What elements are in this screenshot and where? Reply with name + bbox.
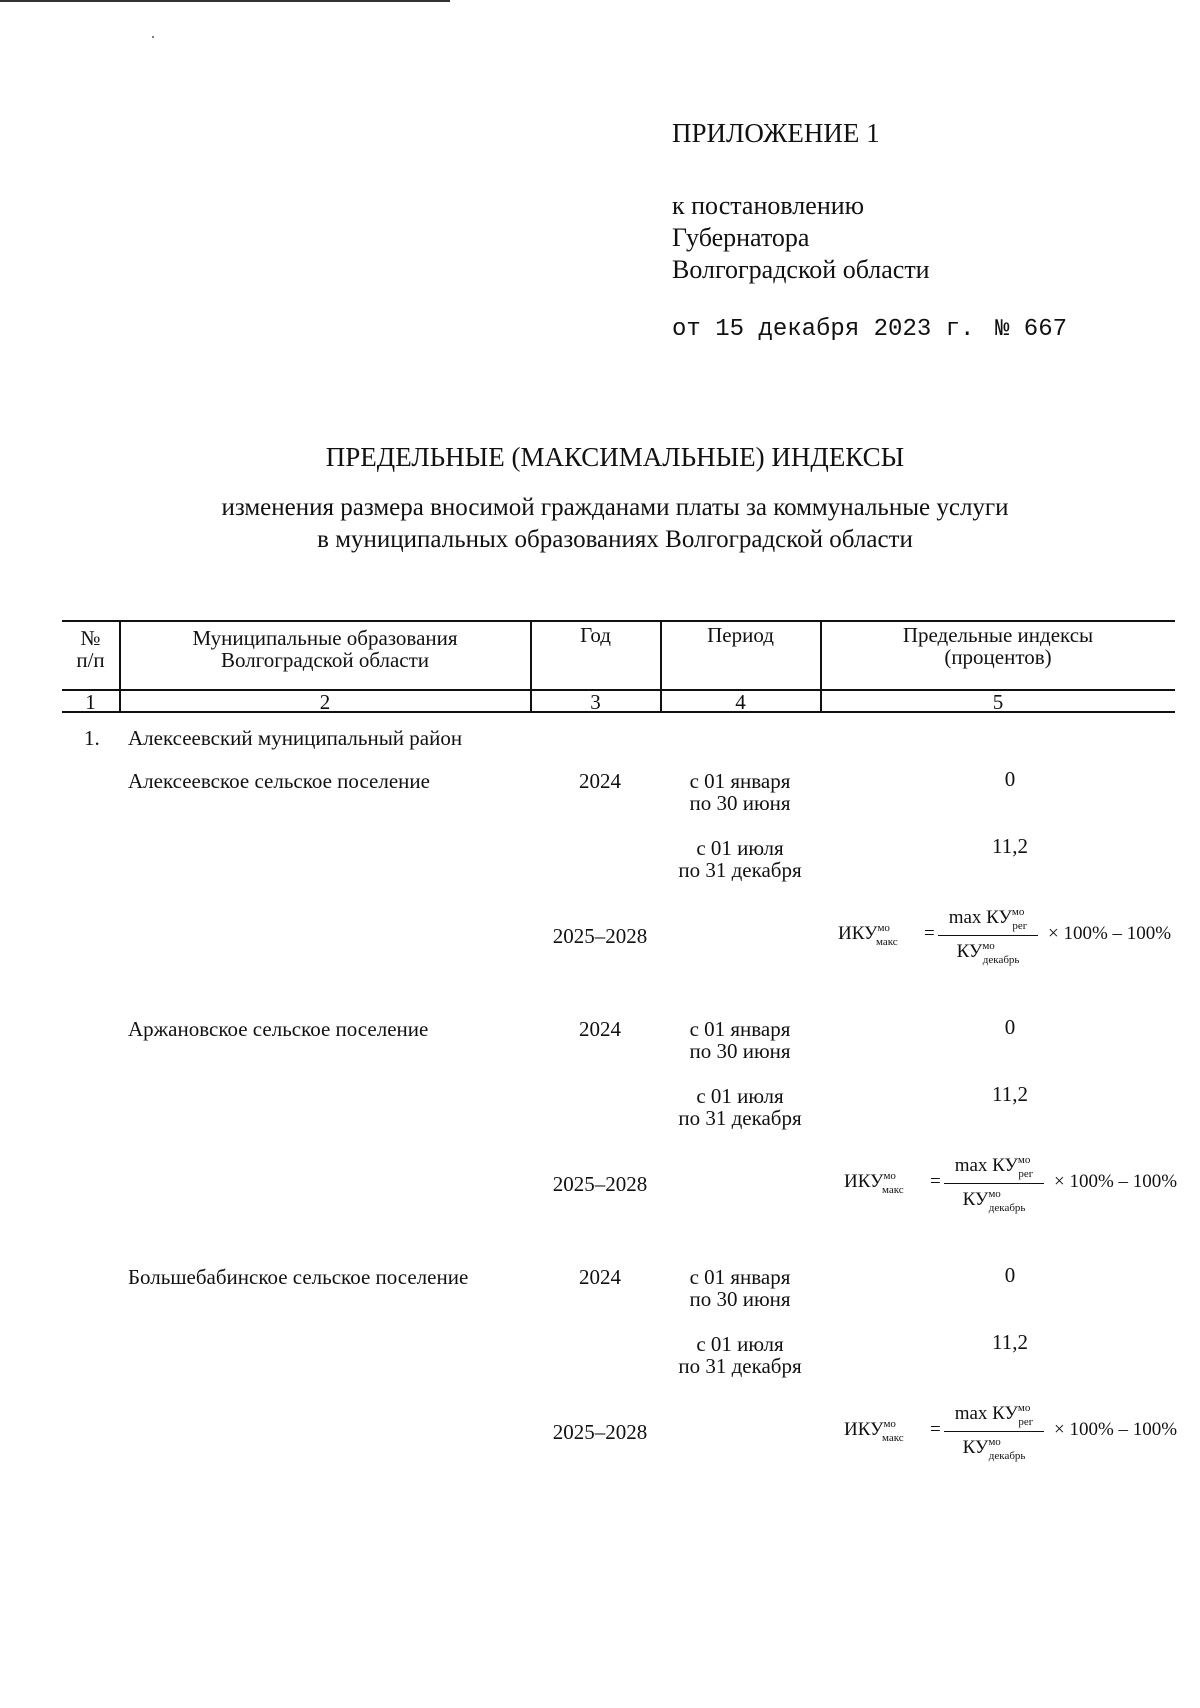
formula-lhs: $ИКУ^{мо}_{макс}$ (844, 1418, 904, 1444)
table-top-border (62, 620, 1175, 622)
period-line1: с 01 января (689, 1265, 791, 1289)
header-municipality-line1: Муниципальные образования (192, 626, 458, 650)
formula-tail: × 100% – 100% (1048, 923, 1172, 944)
header-number-line1: № (80, 626, 101, 650)
period-line1: с 01 июля (696, 1332, 784, 1356)
period-line2: по 30 июня (689, 1039, 791, 1063)
settlement-name: Аржановское сельское поселение (128, 1017, 429, 1041)
period-line1: с 01 июля (696, 1084, 784, 1108)
period-line1: с 01 января (689, 1017, 791, 1041)
period-line2: по 31 декабря (678, 1354, 802, 1378)
district-name: Алексеевский муниципальный район (128, 726, 463, 750)
index-value: 0 (1004, 1263, 1016, 1287)
formula-equals: = (930, 1171, 941, 1192)
formula-lhs: $ИКУ^{мо}_{макс}$ (844, 1170, 904, 1196)
formula-fraction-bar (944, 1183, 1044, 1184)
period-line2: по 31 декабря (678, 858, 802, 882)
index-value: 0 (1004, 1015, 1016, 1039)
resolution-number: № 667 (995, 316, 1068, 343)
formula-numerator: $\max КУ^{мо}_{рег}$ (954, 1154, 1034, 1180)
formula-lhs: $ИКУ^{мо}_{макс}$ (838, 922, 898, 948)
formula-numerator: $\max КУ^{мо}_{рег}$ (954, 1402, 1034, 1428)
year-cell: 2024 (579, 1017, 621, 1041)
header-year: Год (580, 623, 611, 647)
header-period: Период (707, 623, 774, 647)
index-value: 11,2 (992, 1330, 1028, 1354)
appendix-to-line3: Волгоградской области (672, 255, 930, 284)
period-line2: по 31 декабря (678, 1106, 802, 1130)
formula-numerator: $\max КУ^{мо}_{рег}$ (948, 906, 1028, 932)
formula-fraction-bar (944, 1431, 1044, 1432)
col-number-5: 5 (992, 690, 1004, 714)
formula-tail: × 100% – 100% (1054, 1419, 1178, 1440)
year-cell: 2024 (579, 1265, 621, 1289)
district-number: 1. (84, 726, 100, 750)
period-line2: по 30 июня (689, 1287, 791, 1311)
formula-denominator: $КУ^{мо}_{декабрь}$ (956, 940, 1020, 966)
header-number-line2: п/п (76, 648, 105, 672)
year-range-cell: 2025–2028 (552, 1172, 648, 1196)
formula-equals: = (924, 923, 935, 944)
year-range-cell: 2025–2028 (552, 1420, 648, 1444)
index-value: 11,2 (992, 834, 1028, 858)
scan-speck (152, 36, 154, 38)
header-index-line2: (процентов) (944, 645, 1052, 669)
appendix-title: ПРИЛОЖЕНИЕ 1 (672, 118, 880, 148)
year-range-cell: 2025–2028 (552, 924, 648, 948)
col-number-2: 2 (319, 690, 331, 714)
appendix-to-line2: Губернатора (672, 223, 810, 252)
appendix-to-line1: к постановлению (672, 191, 865, 220)
col-number-4: 4 (735, 690, 746, 714)
period-line1: с 01 января (689, 769, 791, 793)
formula-denominator: $КУ^{мо}_{декабрь}$ (962, 1436, 1026, 1462)
formula-equals: = (930, 1419, 941, 1440)
header-municipality-line2: Волгоградской области (220, 648, 430, 672)
settlement-name: Алексеевское сельское поселение (128, 769, 430, 793)
index-value: 11,2 (992, 1082, 1028, 1106)
col-number-1: 1 (85, 690, 96, 714)
settlement-name: Большебабинское сельское поселение (128, 1265, 469, 1289)
period-line1: с 01 июля (696, 836, 784, 860)
document-heading: ПРЕДЕЛЬНЫЕ (МАКСИМАЛЬНЫЕ) ИНДЕКСЫ (325, 442, 905, 472)
col-number-3: 3 (590, 690, 601, 714)
formula-denominator: $КУ^{мо}_{декабрь}$ (962, 1188, 1026, 1214)
document-subtitle-line1: изменения размера вносимой гражданами платы за коммунальные услуги (221, 494, 1009, 521)
header-index-line1: Предельные индексы (902, 623, 1094, 647)
period-line2: по 30 июня (689, 791, 791, 815)
formula-fraction-bar (938, 935, 1038, 936)
year-cell: 2024 (579, 769, 621, 793)
scan-edge-line (0, 0, 450, 2)
document-subtitle-line2: в муниципальных образованиях Волгоградской области (317, 526, 913, 553)
resolution-date: от 15 декабря 2023 г. (672, 316, 975, 343)
index-value: 0 (1004, 767, 1016, 791)
formula-tail: × 100% – 100% (1054, 1171, 1178, 1192)
